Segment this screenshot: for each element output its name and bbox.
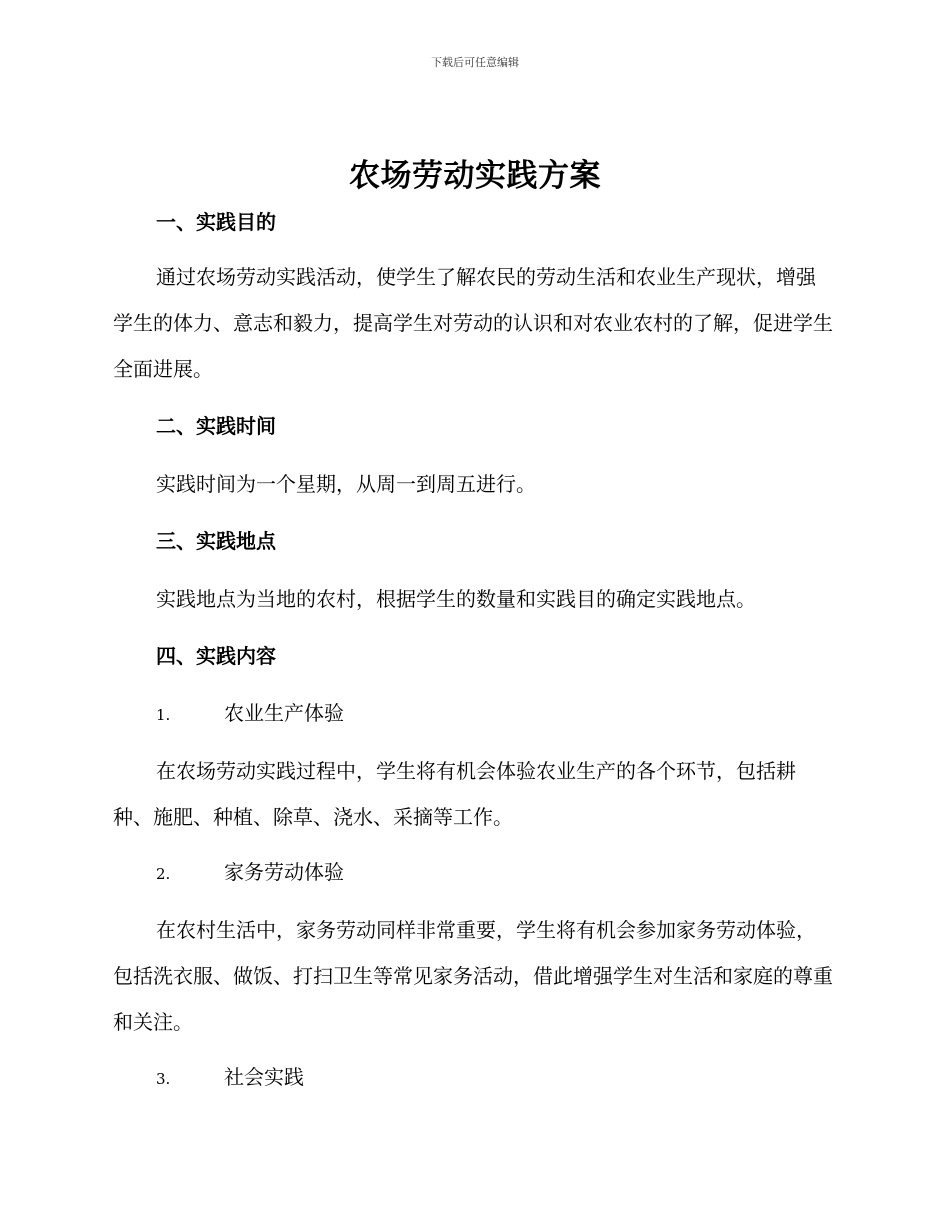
header-note: 下载后可任意编辑	[431, 56, 519, 69]
list-item-label: 社会实践	[224, 1065, 304, 1089]
document-title: 农场劳动实践方案	[349, 158, 601, 194]
list-item-number: 3.	[156, 1070, 171, 1088]
list-item-body: 在农场劳动实践过程中，学生将有机会体验农业生产的各个环节，包括耕种、施肥、种植、除草、浇水、采摘等工作。	[113, 759, 796, 829]
section-body-time: 实践时间为一个星期，从周一到周五进行。	[156, 472, 536, 496]
section-body-purpose: 通过农场劳动实践活动，使学生了解农民的劳动生活和农业生产现状，增强学生的体力、意志和毅力，提高学生对劳动的认识和对农业农村的了解，促进学生全面进展。	[113, 265, 833, 381]
list-item	[113, 690, 876, 738]
section-heading-location: 三、实践地点	[156, 529, 276, 553]
section-heading-purpose: 一、实践目的	[156, 210, 276, 234]
list-item	[113, 849, 876, 897]
list-item-label: 家务劳动体验	[224, 860, 344, 884]
section-body-location: 实践地点为当地的农村，根据学生的数量和实践目的确定实践地点。	[156, 587, 756, 611]
section-heading-content: 四、实践内容	[156, 644, 276, 668]
section-heading-time: 二、实践时间	[156, 414, 276, 438]
list-item-number: 2.	[156, 865, 171, 883]
list-item-label: 农业生产体验	[224, 701, 344, 725]
list-item-number: 1.	[156, 706, 171, 724]
list-item-body: 在农村生活中，家务劳动同样非常重要，学生将有机会参加家务劳动体验，包括洗衣服、做饭、打扫卫生等常见家务活动，借此增强学生对生活和家庭的尊重和关注。	[113, 918, 833, 1034]
list-item	[113, 1054, 876, 1102]
